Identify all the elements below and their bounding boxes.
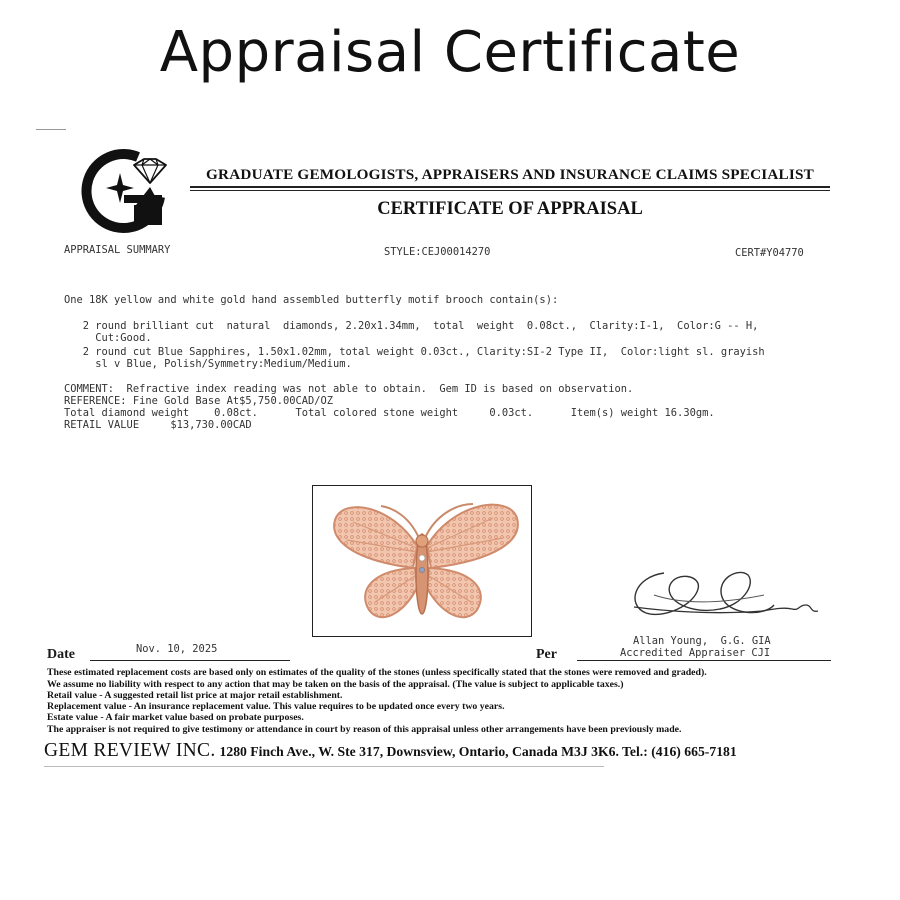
- per-label: Per: [536, 647, 557, 662]
- appraiser-title: Accredited Appraiser CJI: [620, 647, 771, 659]
- disclaimer-line: Retail value - A suggested retail list price at major retail establishment.: [47, 690, 343, 701]
- company-address: 1280 Finch Ave., W. Ste 317, Downsview, Ontario, Canada M3J 3K6. Tel.: (416) 665-7181: [219, 744, 737, 759]
- company-footer: [44, 740, 737, 762]
- brooch-photo-frame: [312, 485, 532, 637]
- date-label: Date: [47, 647, 75, 662]
- page-title: Appraisal Certificate: [159, 20, 741, 85]
- g-diamond-logo-icon: [76, 143, 168, 235]
- appraiser-name: Allan Young, G.G. GIA: [633, 635, 771, 647]
- date-line: [90, 660, 290, 661]
- handwritten-signature: [624, 565, 820, 637]
- disclaimer-line: We assume no liability with respect to any action that may be taken on the basis of the appraisal. (The value is subject to applicable taxes.): [47, 679, 624, 690]
- company-name: GEM REVIEW INC.: [44, 740, 216, 761]
- disclaimer-line: These estimated replacement costs are based only on estimates of the quality of the stones (unless specifically stated that the stones were removed and graded).: [47, 667, 707, 678]
- footer-rule: [44, 766, 604, 767]
- diamond-detail-line: 2 round brilliant cut natural diamonds, 2.20x1.34mm, total weight 0.08ct., Clarity:I-1, Color:G -- H,: [64, 320, 759, 332]
- firm-header: GRADUATE GEMOLOGISTS, APPRAISERS AND INSURANCE CLAIMS SPECIALIST: [206, 166, 814, 183]
- weight-summary-line: Total diamond weight 0.08ct. Total colored stone weight 0.03ct. Item(s) weight 16.30gm.: [64, 407, 715, 419]
- retail-value-line: RETAIL VALUE $13,730.00CAD: [64, 419, 252, 431]
- disclaimer-line: Replacement value - An insurance replacement value. This value requires to be updated once every two years.: [47, 701, 505, 712]
- comment-line: COMMENT: Refractive index reading was not able to obtain. Gem ID is based on observation.: [64, 383, 634, 395]
- certificate-heading: CERTIFICATE OF APPRAISAL: [377, 199, 643, 219]
- header-rule-thin: [190, 190, 830, 191]
- reference-line: REFERENCE: Fine Gold Base At$5,750.00CAD/OZ: [64, 395, 333, 407]
- diamond-detail-line: Cut:Good.: [64, 332, 152, 344]
- disclaimer-line: The appraiser is not required to give testimony or attendance in court by reason of this appraisal unless other arrangements have been previously made.: [47, 724, 682, 735]
- item-description: One 18K yellow and white gold hand assembled butterfly motif brooch contain(s):: [64, 294, 559, 306]
- sapphire-detail-line: 2 round cut Blue Sapphires, 1.50x1.02mm, total weight 0.03ct., Clarity:SI-2 Type II, Color:light sl. grayish: [64, 346, 765, 358]
- sapphire-detail-line: sl v Blue, Polish/Symmetry:Medium/Medium.: [64, 358, 352, 370]
- header-rule: [190, 186, 830, 188]
- signature-line: [577, 660, 831, 661]
- date-value: Nov. 10, 2025: [136, 643, 218, 655]
- appraisal-summary-label: APPRAISAL SUMMARY: [64, 244, 171, 256]
- butterfly-brooch-photo: [313, 486, 531, 636]
- style-number: STYLE:CEJ00014270: [384, 246, 491, 258]
- scan-mark: [36, 129, 66, 130]
- disclaimer-line: Estate value - A fair market value based on probate purposes.: [47, 712, 304, 723]
- certificate-number: CERT#Y04770: [735, 247, 804, 259]
